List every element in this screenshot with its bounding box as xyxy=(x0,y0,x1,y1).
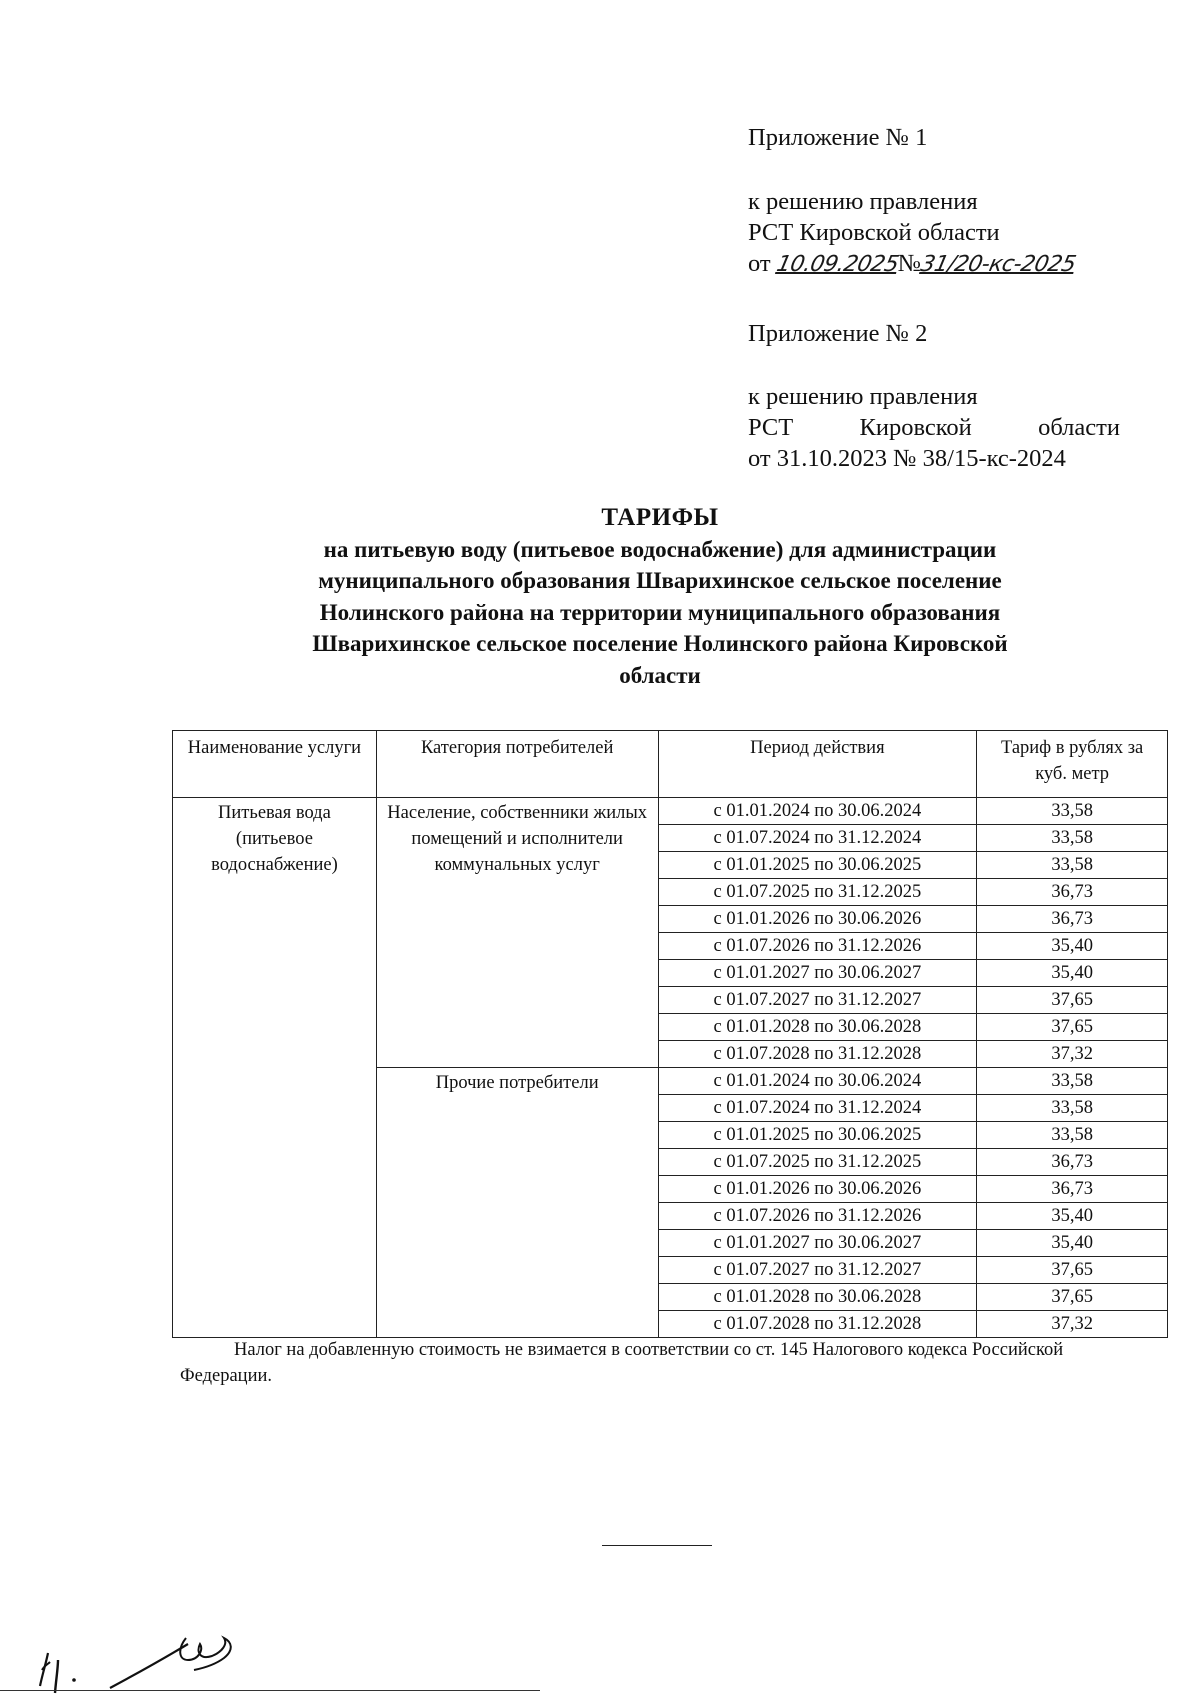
period-cell: с 01.07.2028 по 31.12.2028 xyxy=(658,1311,977,1338)
handwritten-date: 10.09.2025 xyxy=(774,252,901,277)
title-line-5: области xyxy=(619,662,701,688)
rate-cell: 33,58 xyxy=(977,1068,1168,1095)
period-cell: с 01.07.2025 по 31.12.2025 xyxy=(658,1149,977,1176)
rate-cell: 36,73 xyxy=(977,906,1168,933)
rate-cell: 36,73 xyxy=(977,1149,1168,1176)
appendix2-reference xyxy=(748,381,1120,474)
rate-cell: 33,58 xyxy=(977,798,1168,825)
rate-cell: 33,58 xyxy=(977,1122,1168,1149)
document-title xyxy=(160,502,1160,691)
period-cell: с 01.01.2024 по 30.06.2024 xyxy=(658,1068,977,1095)
period-cell: с 01.01.2026 по 30.06.2026 xyxy=(658,906,977,933)
period-cell: с 01.07.2027 по 31.12.2027 xyxy=(658,987,977,1014)
rate-cell: 35,40 xyxy=(977,1203,1168,1230)
rate-cell: 36,73 xyxy=(977,1176,1168,1203)
title-line-1: на питьевую воду (питьевое водоснабжение) для администрации xyxy=(323,536,997,562)
vat-note: Налог на добавленную стоимость не взимается в соответствии со ст. 145 Налогового кодекса Российской Федерации. xyxy=(180,1340,1064,1386)
rate-cell: 33,58 xyxy=(977,1095,1168,1122)
period-cell: с 01.07.2024 по 31.12.2024 xyxy=(658,1095,977,1122)
rate-cell: 35,40 xyxy=(977,1230,1168,1257)
appendix1-number-label: № xyxy=(897,250,922,277)
period-cell: с 01.01.2026 по 30.06.2026 xyxy=(658,1176,977,1203)
appendix2-title-text: Приложение № 2 xyxy=(748,320,928,347)
appendix2-line2 xyxy=(748,412,1120,443)
header-service: Наименование услуги xyxy=(173,731,377,798)
appendix2-line3: от 31.10.2023 № 38/15-кс-2024 xyxy=(748,445,1066,472)
appendix1-date-prefix: от xyxy=(748,250,777,277)
rate-cell: 37,65 xyxy=(977,1284,1168,1311)
appendix2-line1: к решению правления xyxy=(748,383,978,410)
period-cell: с 01.01.2028 по 30.06.2028 xyxy=(658,1284,977,1311)
rate-cell: 33,58 xyxy=(977,825,1168,852)
period-cell: с 01.07.2027 по 31.12.2027 xyxy=(658,1257,977,1284)
appendix2-line2-word2: Кировской xyxy=(859,414,972,441)
header-category: Категория потребителей xyxy=(376,731,658,798)
rate-cell: 37,32 xyxy=(977,1311,1168,1338)
rate-cell: 37,32 xyxy=(977,1041,1168,1068)
period-cell: с 01.01.2027 по 30.06.2027 xyxy=(658,1230,977,1257)
handwritten-number: 31/20-кс-2025 xyxy=(918,252,1078,277)
service-name: Питьевая вода (питьевое водоснабжение) xyxy=(173,798,377,1338)
signature-line xyxy=(0,1690,540,1691)
rate-cell: 33,58 xyxy=(977,852,1168,879)
title-line-3: Нолинского района на территории муниципального образования xyxy=(319,599,1001,625)
rate-cell: 37,65 xyxy=(977,1014,1168,1041)
title-main: ТАРИФЫ xyxy=(601,504,719,531)
period-cell: с 01.01.2025 по 30.06.2025 xyxy=(658,852,977,879)
period-cell: с 01.01.2027 по 30.06.2027 xyxy=(658,960,977,987)
header-rate: Тариф в рублях за куб. метр xyxy=(977,731,1168,798)
rate-cell: 36,73 xyxy=(977,879,1168,906)
appendix2-title xyxy=(748,318,927,349)
period-cell: с 01.07.2026 по 31.12.2026 xyxy=(658,1203,977,1230)
appendix2-line2-word1: РСТ xyxy=(748,414,794,441)
rate-cell: 37,65 xyxy=(977,1257,1168,1284)
end-separator-line xyxy=(602,1545,712,1546)
appendix1-title xyxy=(748,122,927,153)
appendix1-line2: РСТ Кировской области xyxy=(748,219,1000,246)
table-row xyxy=(173,798,1168,825)
period-cell: с 01.01.2024 по 30.06.2024 xyxy=(658,798,977,825)
table-header-row xyxy=(173,731,1168,798)
tariff-table xyxy=(172,730,1168,1338)
title-line-4: Шварихинское сельское поселение Нолинского района Кировской xyxy=(312,631,1008,656)
period-cell: с 01.01.2028 по 30.06.2028 xyxy=(658,1014,977,1041)
period-cell: с 01.07.2026 по 31.12.2026 xyxy=(658,933,977,960)
appendix1-reference xyxy=(748,186,1078,280)
rate-cell: 37,65 xyxy=(977,987,1168,1014)
rate-cell: 35,40 xyxy=(977,960,1168,987)
appendix2-line2-word3: области xyxy=(1038,414,1120,441)
rate-cell: 35,40 xyxy=(977,933,1168,960)
appendix1-title-text: Приложение № 1 xyxy=(748,124,928,151)
handwritten-signature xyxy=(28,1598,268,1697)
appendix1-line1: к решению правления xyxy=(748,188,978,215)
period-cell: с 01.07.2025 по 31.12.2025 xyxy=(658,879,977,906)
category-population: Население, собственники жилых помещений и исполнители коммунальных услуг xyxy=(376,798,658,1068)
period-cell: с 01.07.2024 по 31.12.2024 xyxy=(658,825,977,852)
header-period: Период действия xyxy=(658,731,977,798)
appendix1-date-line xyxy=(748,248,1078,280)
category-other: Прочие потребители xyxy=(376,1068,658,1338)
title-line-2: муниципального образования Шварихинское сельское поселение xyxy=(318,568,1002,593)
period-cell: с 01.07.2028 по 31.12.2028 xyxy=(658,1041,977,1068)
period-cell: с 01.01.2025 по 30.06.2025 xyxy=(658,1122,977,1149)
